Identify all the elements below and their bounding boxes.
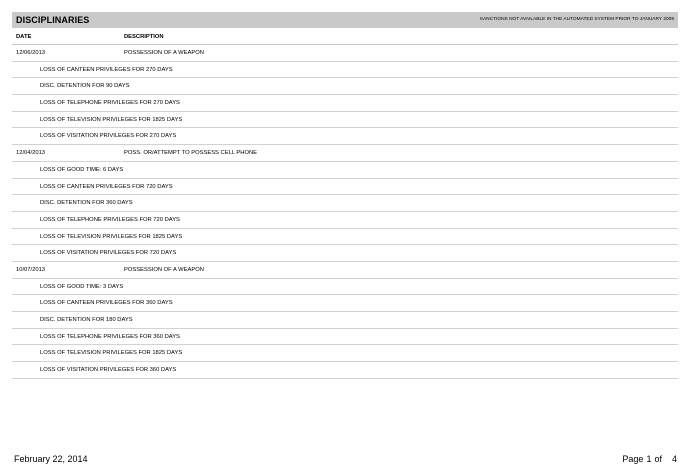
incident-date: 10/07/2013 [16,266,46,273]
sanction-text: LOSS OF VISITATION PRIVILEGES FOR 270 DAYS [40,133,177,140]
sanction-row [12,229,678,246]
incident-date: 12/06/2013 [16,50,46,56]
sanction-row [12,179,678,196]
sanction-text: DISC. DETENTION FOR 360 DAYS [40,200,133,207]
sanction-text: LOSS OF CANTEEN PRIVILEGES FOR 270 DAYS [40,66,173,73]
sanction-text: LOSS OF VISITATION PRIVILEGES FOR 360 DAYS [40,367,177,374]
sanction-row [12,95,678,112]
date-column-header: DATE [16,34,32,40]
sanction-text: LOSS OF CANTEEN PRIVILEGES FOR 720 DAYS [40,183,173,190]
disciplinary-list [12,45,678,379]
incident-description: POSS. OR/ATTEMPT TO POSSESS CELL PHONE [124,150,258,157]
sanction-text: DISC. DETENTION FOR 90 DAYS [40,83,130,90]
sanction-row [12,112,678,129]
sanction-row [12,312,678,329]
incident-description: POSSESSION OF A WEAPON [124,50,204,56]
sanction-text: LOSS OF CANTEEN PRIVILEGES FOR 360 DAYS [40,300,173,307]
sanction-text: LOSS OF TELEPHONE PRIVILEGES FOR 270 DAYS [40,100,180,107]
description-column-header: DESCRIPTION [124,34,164,40]
incident-row [12,262,678,279]
sanction-text: DISC. DETENTION FOR 180 DAYS [40,317,133,323]
page-current: 1 [646,454,652,464]
sanction-row [12,212,678,229]
footer-date: February 22, 2014 [14,454,88,464]
sanction-text: LOSS OF TELEVISION PRIVILEGES FOR 1825 DAYS [40,350,183,357]
sanction-row [12,245,678,262]
sanction-text: LOSS OF TELEVISION PRIVILEGES FOR 1825 DAYS [40,233,183,240]
section-title: DISCIPLINARIES [16,15,90,25]
sanction-text: LOSS OF TELEVISION PRIVILEGES FOR 1825 DAYS [40,116,183,123]
sanction-row [12,295,678,312]
sanction-row [12,362,678,379]
page-label: Page [622,454,644,464]
sanction-text: LOSS OF GOOD TIME: 6 DAYS [40,166,124,173]
page-of: of [654,454,662,464]
sanction-row [12,329,678,346]
sanction-row [12,345,678,362]
incident-description: POSSESSION OF A WEAPON [124,266,204,273]
sanction-text: LOSS OF VISITATION PRIVILEGES FOR 720 DAYS [40,250,177,257]
sanction-row [12,128,678,145]
sanction-row [12,78,678,95]
sanction-row [12,195,678,212]
sanction-text: LOSS OF TELEPHONE PRIVILEGES FOR 720 DAYS [40,216,180,223]
sanctions-note: SANCTIONS NOT AVAILABLE IN THE AUTOMATED SYSTEM PRIOR TO JANUARY 2009 [479,17,674,22]
incident-row [12,45,678,62]
incident-date: 12/04/2013 [16,150,46,157]
sanction-row [12,62,678,79]
sanction-text: LOSS OF TELEPHONE PRIVILEGES FOR 360 DAYS [40,333,180,340]
incident-row [12,145,678,162]
page-total: 4 [671,454,677,464]
section-header [12,12,678,28]
column-header-row [12,31,678,45]
sanction-row [12,162,678,179]
page-indicator [622,453,677,465]
sanction-row [12,279,678,296]
sanction-text: LOSS OF GOOD TIME: 3 DAYS [40,283,124,290]
